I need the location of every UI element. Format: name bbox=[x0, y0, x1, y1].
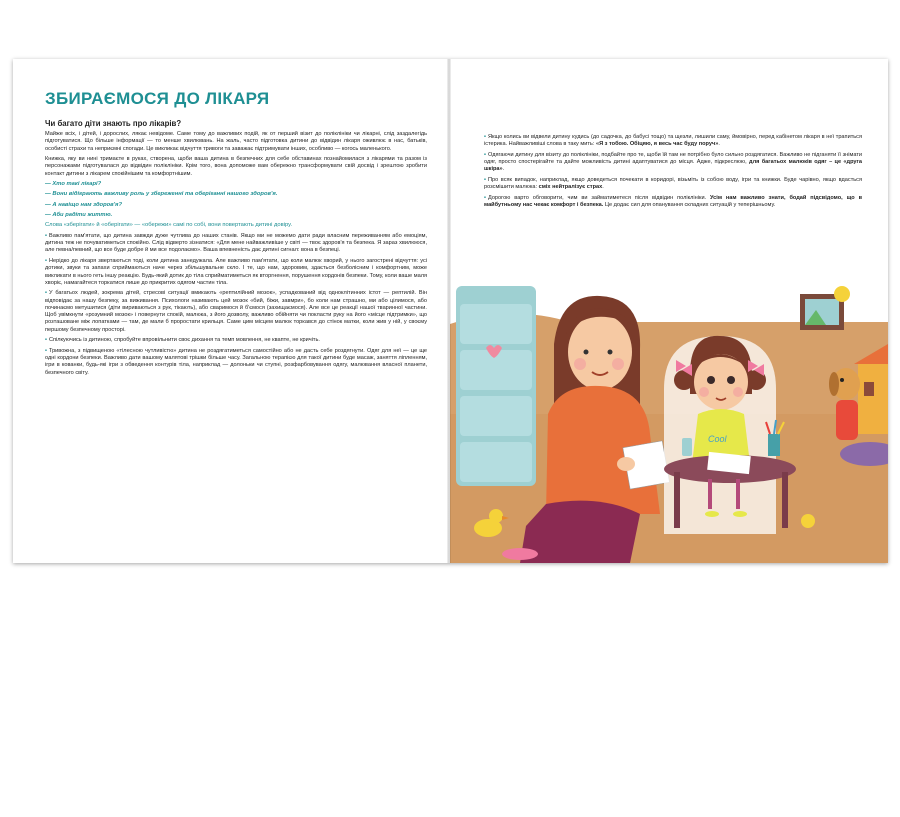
bold-phrase: «Я з тобою. Обіцяю, я весь час буду поруч» bbox=[595, 141, 719, 148]
paragraph: Книжка, яку ви нині тримаєте в руках, створена, щоби ваша дитина в безпечних для себе обставинах познайомилася з лікарями та разом із персонажами підготувалася до відвідин поліклініки. Крім того, вона допоможе вам обережно трансформувати свій досвід і зрештою зробити контакт дитини з лікарем спокійнішим та комфортнішим. bbox=[45, 156, 427, 177]
bullet-paragraph bbox=[45, 348, 427, 377]
bullet-icon: • bbox=[484, 134, 486, 140]
book-spread bbox=[13, 59, 888, 563]
bullet-icon: • bbox=[45, 290, 47, 297]
bullet-paragraph bbox=[484, 152, 862, 174]
bullet-icon: • bbox=[45, 232, 47, 239]
book-gutter bbox=[447, 59, 451, 563]
bullet-text: Одягаючи дитину для візиту до поліклініки, подбайте про те, щоби їй там не потрібно було сильно роздягатися. Важливо не підганяти її знімати одяг, просто спостерігайте та дайте можливість дитині адаптуватися до місця. Адже, підкреслюю, bbox=[484, 151, 862, 166]
bullet-icon: • bbox=[45, 257, 47, 264]
girl-figure bbox=[664, 336, 776, 534]
bullet-text: Якщо колись ви відвели дитину кудись (до садочка, до бабусі тощо) та щезли, лишили саму, ймовірно, перед кабінетом лікаря в неї трапиться істерика. Найважливіші слова в таку мить: bbox=[484, 134, 862, 148]
right-page bbox=[450, 59, 888, 563]
bullet-paragraph bbox=[45, 337, 427, 344]
bullet-icon: • bbox=[484, 151, 486, 158]
bold-phrase: сміх нейтралізує страх bbox=[538, 184, 603, 191]
bold-phrase: Усім нам важливо знати, бодай підсвідомо, що в майбутньому нас чекає комфорт і безпека. bbox=[484, 194, 863, 208]
left-text-column bbox=[45, 119, 427, 380]
bullet-text: Тривожна, з підвищеною «тілесною чутливістю» дитина не роздягатиметься самостійно або не дасть себе роздягнути. Одяг для неї — це ще одні кордони безпеки. Важливо дати вашому малятові трішки більше часу. Загальною терапією для такої дитини буде масаж, заняття ліпленням, ігри в кованки, будь-які ігри з обведення контурів тіла, наприклад — долоньки чи ступні, розфарбовування одягу, малювання власної планети, безпечного світу. bbox=[45, 347, 427, 376]
bullet-text: Спілкуючись із дитиною, спробуйте впровільнити своє дихання та темп мовлення, не квапте, не кричіть. bbox=[48, 337, 320, 344]
bullet-text: У багатьох людей, зокрема дітей, стресові ситуації вмикають «рептилійний мозок», успадкований від одноклітинних істот — рептилій. Він відповідає за нашу безпеку, за виживання. Психологи називають цей мозок «бий, біжи, завмри», бо коли нам страшно, ми або цілимося, або починаємо метушитися (діти вириваються з рук, тікають), або сваримося й б'ємося (захищаємося). Але все це реакції нашої тваринної частини. Щоб увімкнути «розумний мозок» і повернути спокій, малюка, з його дозволу, важливо обійняти чи покласти руку на його «місце підтримки», що розташоване між лопатками — там, де мали б проростати крильця. Саме цим місцем малюк торкався до стінок матки, коли жив у ній, у своєму першому безпечному просторі. bbox=[45, 290, 427, 333]
bullet-icon: • bbox=[45, 337, 47, 344]
bullet-text: Дорогою варто обговорити, чим ви займатиметеся після відвідин поліклініки. bbox=[487, 194, 711, 201]
bullet-paragraph bbox=[484, 134, 862, 149]
bullet-text-end: . bbox=[718, 141, 720, 148]
bullet-text: Про всяк випадок, наприклад, якщо доведеться почекати в коридорі, візьміть із собою воду, ігри та книжки. Буде чарівно, якщо вдасться розсмішити малюка: bbox=[484, 176, 862, 191]
bullet-text: Важливо пам'ятати, що дитина завжди дуже чутлива до наших станів. Якщо ми не можемо дати ради власним переживанням або емоціям, дитина теж не почуватиметься спокійно. Слід відверто зізнатися: «Для мене найважливіше у світі — твоє здоров'я та безпека. Я зараз хвилююся, але певна/певний, що все буде добре й ми все подолаємо». Ваша впевненість дає дитині сигнал: вона в безпеці. bbox=[45, 232, 427, 254]
bullet-icon: • bbox=[45, 347, 47, 354]
paragraph: Майже всіх, і дітей, і дорослих, лякає невідоме. Саме тому до важливих подій, як от перший візит до поліклініки чи лікарні, слід заздалегідь підготуватися. Що більше інформації — то менше хвилювань. На жаль, часто підготовка дитини до відвідин лікаря оживлює в нас, батьків, особисті страхи та неприємні спогади. Це викликає відчуття тривоги та заважає підтримувати інших, особливо — когось маленького. bbox=[45, 131, 427, 152]
bullet-text-end: Це додає сил для опанування складних ситуацій у теперішньому. bbox=[603, 201, 776, 208]
bullet-paragraph bbox=[484, 177, 862, 192]
left-page bbox=[13, 59, 449, 563]
dialogue-line: — Аби радіти життю. bbox=[45, 212, 113, 219]
dialogue-line: — А навіщо нам здоров'я? bbox=[45, 201, 123, 208]
teal-note: Слова «зберігати» й «оберігати» — «обережи» самі по собі, вони повертають дитині довіру. bbox=[45, 222, 293, 229]
dialogue-line: — Вони відіграють важливу роль у збереженні та оберіганні нашого здоров'я. bbox=[45, 191, 278, 198]
bullet-paragraph bbox=[45, 290, 427, 334]
section-subtitle: Чи багато діти знають про лікарів? bbox=[45, 119, 182, 128]
toy-ball bbox=[801, 514, 815, 528]
bullet-text-end: . bbox=[602, 184, 604, 191]
bullet-paragraph bbox=[45, 258, 427, 287]
bold-phrase: для багатьох малюків одяг – це «друга шкіра» bbox=[484, 159, 862, 173]
bullet-paragraph bbox=[484, 195, 862, 210]
illustration-mother-and-girl bbox=[450, 264, 888, 563]
page-title: ЗБИРАЄМОСЯ ДО ЛІКАРЯ bbox=[45, 89, 270, 108]
bullet-paragraph bbox=[45, 233, 427, 255]
bullet-icon: • bbox=[484, 194, 486, 201]
right-text-column bbox=[484, 134, 862, 212]
shirt-text: Cool bbox=[708, 434, 727, 444]
dresser bbox=[456, 286, 536, 486]
bullet-text-end: . bbox=[502, 166, 505, 173]
dialogue-line: — Хто такі лікарі? bbox=[45, 181, 102, 188]
bullet-text: Нерідко до лікаря звертаються тоді, коли дитина занедужала. Але важливо пам'ятати, що коли малюк хворий, у нього загострені відчуття: усі дотики, звуки та запахи сприймаються наче через збільшувальне скло. І те, що нам, здоровим, здається безболісним і комфортним, може викликати в нього геть іншу реакцію. Будь-який дотик до тіла сприйматиметься як вторгнення, порушення кордонів безпеки. Тому, коли ваше маля хворіє, намагайтеся торкатися лише до прикритих одягом частин тіла. bbox=[45, 257, 427, 286]
bullet-icon: • bbox=[484, 176, 486, 183]
